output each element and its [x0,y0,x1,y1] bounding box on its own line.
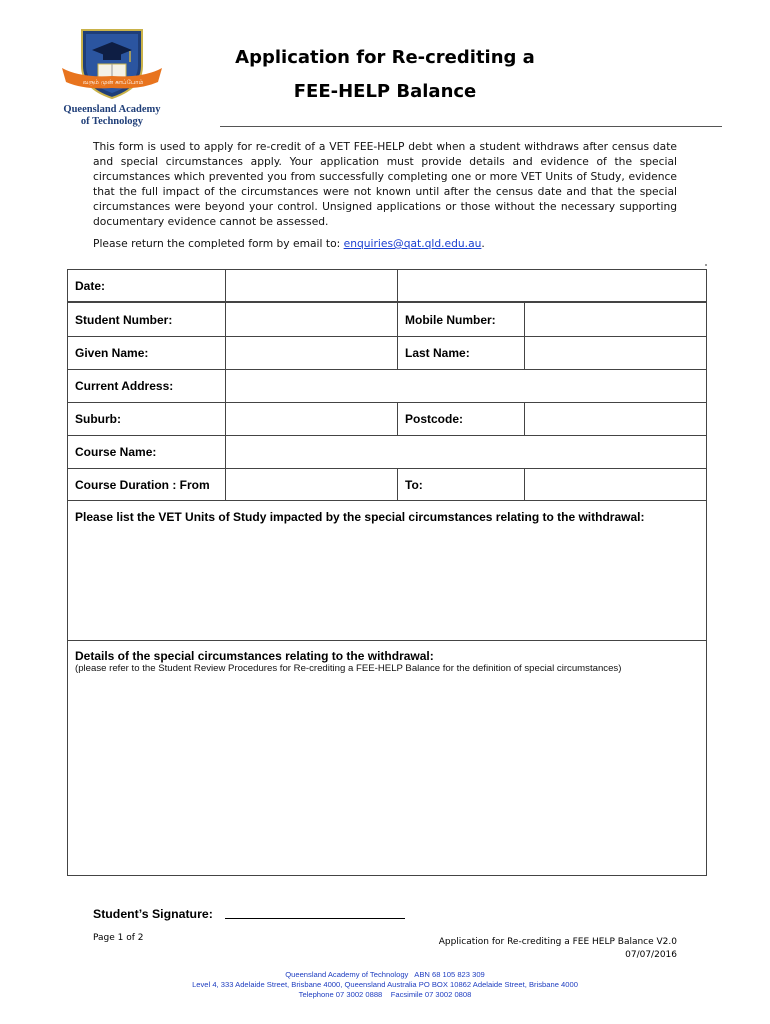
date-label: Date: [75,278,106,293]
details-textarea[interactable] [68,681,706,873]
crest-icon [60,26,164,104]
units-heading: Please list the VET Units of Study impacted by the special circumstances relating to the withdrawal: [75,510,645,524]
mobile-number-label: Mobile Number: [397,303,524,336]
row-date [68,270,706,302]
course-from-field[interactable] [225,469,397,500]
return-prefix: Please return the completed form by email to: [93,237,344,250]
course-name-field[interactable] [225,436,706,468]
mobile-number-field[interactable] [524,303,706,336]
signature-label: Student’s Signature: [93,907,213,921]
date-field[interactable] [225,270,397,301]
given-name-field[interactable] [225,337,397,369]
postcode-field[interactable] [524,403,706,435]
postcode-label: Postcode: [397,403,524,435]
intro-paragraph: This form is used to apply for re-credit of a VET FEE-HELP debt when a student withdraws after census date and special circumstances apply. Your application must provide details and evidence of the special circumstances which prevented you from successfully completing one or more VET Units of Study, evidence that the full impact of the circumstances were not known until after the census date and that the special circumstances were beyond your control. Unsigned applications or those without the necessary supporting documentary evidence cannot be assessed. [93,140,677,228]
footer-line2: Level 4, 333 Adelaide Street, Brisbane 4000, Queensland Australia PO BOX 10862 Adelaide Street, Brisbane 4000 [192,980,578,989]
qat-logo [52,26,162,127]
course-duration-label: Course Duration : From [75,477,210,492]
row-special-circumstances [68,641,706,875]
details-heading: Details of the special circumstances relating to the withdrawal: [75,649,434,663]
row-course-name [68,436,706,469]
row-name [68,337,706,370]
given-name-label: Given Name: [75,346,149,360]
doc-title: Application for Re-crediting a FEE HELP Balance V2.0 [438,937,677,947]
logo-name-line2: of Technology [80,116,144,127]
footer-line1: Queensland Academy of Technology ABN 68 105 823 309 [285,970,485,979]
to-label: To: [397,469,524,500]
course-name-label: Course Name: [75,445,157,459]
current-address-field[interactable] [225,370,706,402]
page-title-line2: FEE-HELP Balance [293,81,477,102]
suburb-label: Suburb: [75,412,121,426]
doc-date: 07/07/2016 [625,950,677,960]
return-instruction [93,237,693,250]
date-divider [397,270,398,301]
signature-line[interactable] [225,918,405,919]
course-to-field[interactable] [524,469,706,500]
logo-name-line1: Queensland Academy [63,104,161,115]
current-address-label: Current Address: [75,379,174,393]
footer-line3: Telephone 07 3002 0888 Facsimile 07 3002 0808 [298,990,472,999]
row-units-of-study [68,501,706,641]
row-course-duration [68,469,706,501]
page-title-line1: Application for Re-crediting a [235,47,535,68]
header-divider [220,126,722,127]
row-student-number [68,302,706,337]
student-number-field[interactable] [225,303,397,336]
details-note: (please refer to the Student Review Procedures for Re-crediting a FEE-HELP Balance for the definition of special circumstances) [75,663,622,674]
stray-mark [705,264,707,266]
row-suburb [68,403,706,436]
application-form [67,269,707,876]
student-number-label: Student Number: [75,312,173,327]
last-name-field[interactable] [524,337,706,369]
last-name-label: Last Name: [397,337,524,369]
document-reference [439,936,677,962]
logo-motto: வரும் முன் காப்போம் [82,79,144,86]
units-textarea[interactable] [68,527,706,639]
page-number: Page 1 of 2 [93,933,144,943]
row-address [68,370,706,403]
suburb-field[interactable] [225,403,397,435]
logo-name [52,104,172,128]
company-footer [0,970,770,1000]
email-link[interactable]: enquiries@qat.qld.edu.au [343,237,482,250]
return-suffix: . [481,237,485,250]
